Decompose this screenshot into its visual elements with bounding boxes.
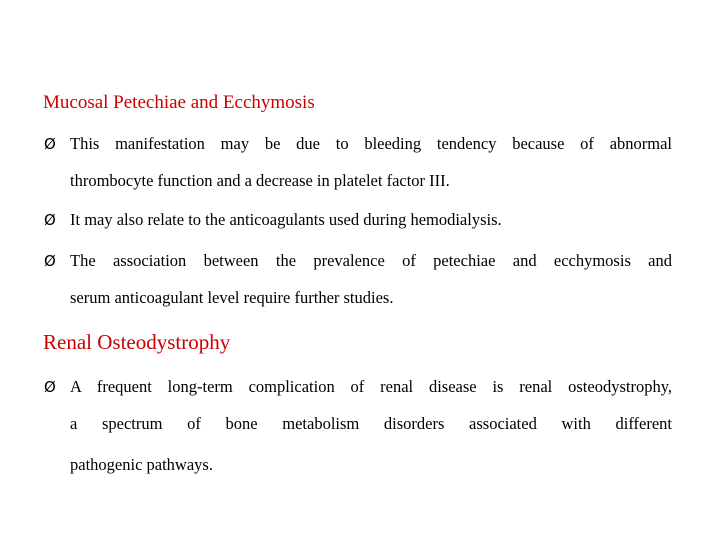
- bullet-line: thrombocyte function and a decrease in platelet factor III.: [70, 171, 450, 190]
- bullet-line: The association between the prevalence of petechiae and ecchymosis and: [70, 251, 672, 270]
- bullet-line: This manifestation may be due to bleeding tendency because of abnormal: [70, 134, 672, 153]
- arrow-bullet-icon: Ø: [44, 211, 56, 229]
- section-heading-renal: Renal Osteodystrophy: [43, 330, 231, 354]
- arrow-bullet-icon: Ø: [44, 252, 56, 270]
- bullet-line: serum anticoagulant level require further studies.: [70, 288, 394, 307]
- bullet-line: pathogenic pathways.: [70, 455, 213, 474]
- bullet-line: a spectrum of bone metabolism disorders associated with different: [70, 414, 672, 433]
- section-heading-mucosal: Mucosal Petechiae and Ecchymosis: [43, 92, 315, 113]
- arrow-bullet-icon: Ø: [44, 135, 56, 153]
- bullet-line: A frequent long-term complication of renal disease is renal osteodystrophy,: [70, 377, 672, 396]
- bullet-line: It may also relate to the anticoagulants used during hemodialysis.: [70, 210, 502, 229]
- arrow-bullet-icon: Ø: [44, 378, 56, 396]
